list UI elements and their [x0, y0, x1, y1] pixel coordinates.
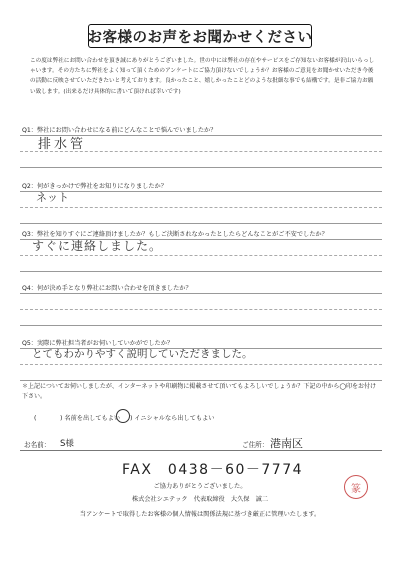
question-4-line-2 — [20, 309, 382, 310]
name-address-row — [20, 436, 382, 451]
question-1-answer: 排水管 — [38, 137, 87, 152]
option-full-name-label: 名前を出してもよい — [64, 415, 121, 422]
thanks-text: ご協力ありがとうございました。 — [153, 483, 247, 490]
permission-text: ＊上記についてお伺いしましたが、インターネットや印刷物に掲載させて頂いてもよろしいでしょうか？下記の中から◯印をお付け下さい。 — [22, 383, 377, 400]
question-1-bottom-line — [20, 167, 382, 168]
question-4-top-line — [20, 293, 382, 294]
intro-text: この度は弊社にお問い合わせを頂き誠にありがとうございました。世の中には弊社の存在やサービスをご存知ないお客様が沢山いらっしゃいます。その方たちに弊社をよく知って頂くためのアンケートにご協力頂けないでしょうか？お客様のご意見をお聞かせいただき今後の活動に反映させていただきたいと考えております。良かったこと、嬉しかったことどのような批細な事でも結構です。是非ご協力お願い致します。(出来るだけ具体的に書いて頂ければ幸いです) — [30, 58, 375, 95]
name-label: お名前： — [24, 441, 51, 449]
question-2-label: Q2：何がきっかけで弊社をお知りになりましたか？ — [22, 183, 167, 190]
seal-stamp: 篆 — [344, 475, 368, 499]
question-4-bottom-line — [20, 325, 382, 326]
question-5-answer: とてもわかりやすく説明していただきました。 — [32, 348, 253, 360]
question-1-label: Q1：弊社にお問い合わせになる前にどんなことで悩んでいましたか？ — [22, 127, 217, 134]
question-2-line-2 — [20, 207, 382, 208]
question-3-bottom-line — [20, 271, 382, 272]
option-initial-label: イニシャルなら出してもよい — [134, 415, 215, 422]
question-3-line-2 — [20, 255, 382, 256]
question-3-answer: すぐに連絡しました。 — [32, 239, 163, 253]
question-4-label: Q4：何が決め手となり弊社にお問い合わせを頂きましたか？ — [22, 285, 192, 292]
page-title: お客様のお声をお聞かせください — [88, 24, 312, 48]
privacy-text: 当アンケートで取得したお客様の個人情報は関係法規に基づき厳正に管理いたします。 — [79, 511, 321, 518]
question-2-bottom-line — [20, 223, 382, 224]
name-value: S様 — [60, 439, 74, 449]
option-initial: ) イニシャルなら出してもよい — [130, 415, 215, 422]
company-text: 株式会社シエテック 代表取締役 大久保 誠二 — [131, 496, 269, 503]
selected-circle-mark — [116, 409, 130, 423]
question-2-answer: ネット — [36, 191, 69, 204]
fax-number: FAX 0438－60－7774 — [122, 462, 304, 478]
option-full-name: ( ) 名前を出してもよい — [34, 415, 121, 422]
question-5-bottom-line — [20, 380, 382, 381]
address-label: ご住所： — [242, 441, 269, 449]
question-1-line-2 — [20, 151, 382, 152]
address-value: 港南区 — [270, 437, 303, 450]
question-2-top-line — [20, 191, 382, 192]
question-3-label: Q3：弊社を知りすぐにご連絡頂けましたか？もしご決断されなかったとしたらどんなことがご不安でしたか？ — [22, 231, 328, 238]
question-5-label: Q5：実際に弊社担当者がお伺いしていかがでしたか？ — [22, 340, 174, 347]
question-5-line-2 — [20, 364, 382, 365]
